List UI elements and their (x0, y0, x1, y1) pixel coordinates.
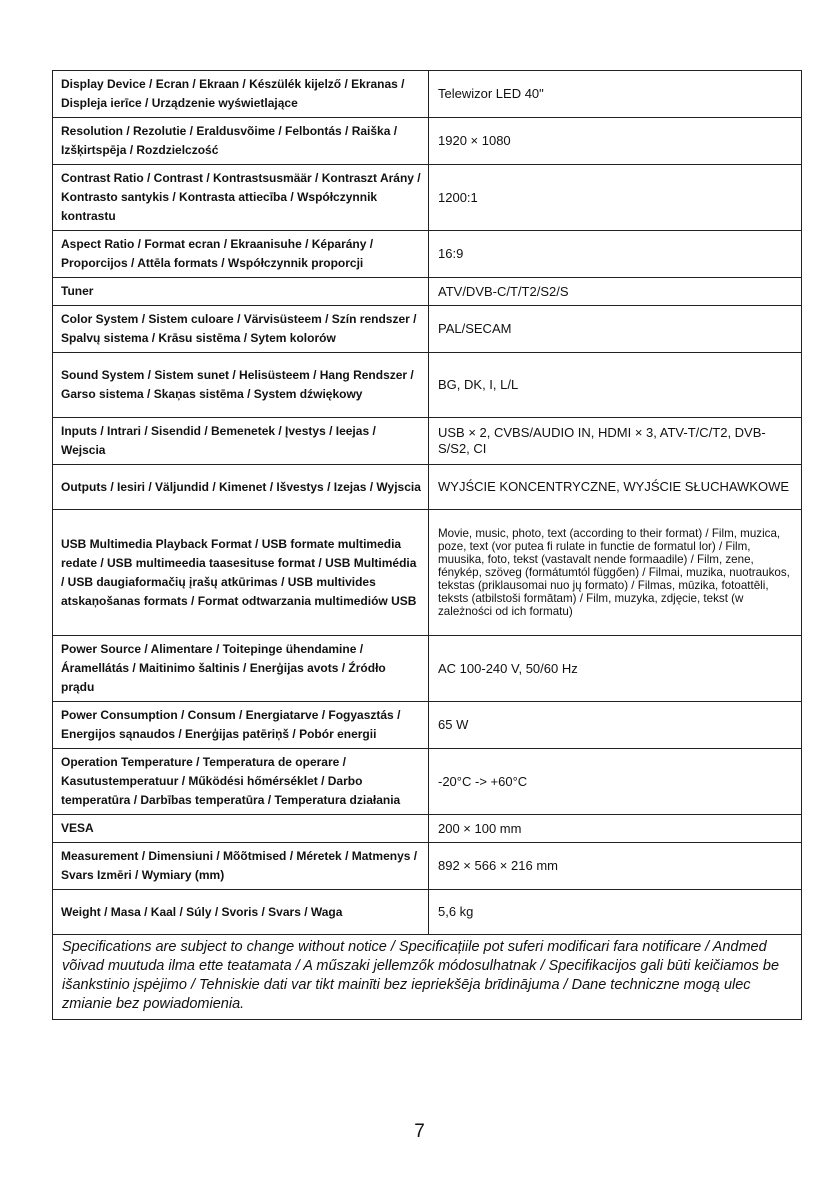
spec-value: 1920 × 1080 (429, 118, 802, 165)
spec-label: Outputs / Iesiri / Väljundid / Kimenet / Išvestys / Izejas / Wyjscia (53, 465, 429, 510)
spec-row-measurement (53, 843, 802, 890)
spec-value: -20°C -> +60°C (429, 749, 802, 815)
spec-value: Telewizor LED 40" (429, 71, 802, 118)
spec-label: Inputs / Intrari / Sisendid / Bemenetek / Įvestys / Ieejas / Wejscia (53, 418, 429, 465)
spec-label: Power Consumption / Consum / Energiatarve / Fogyasztás / Energijos sąnaudos / Enerģijas patēriņš / Pobór energii (53, 702, 429, 749)
spec-label: VESA (53, 815, 429, 843)
spec-row-usb-playback (53, 510, 802, 636)
footnote-row (53, 935, 802, 1020)
spec-label: USB Multimedia Playback Format / USB formate multimedia redate / USB multimeedia taasesituse format / USB Multimédia / USB daugiaformačių įrašų atkūrimas / USB multivides atskaņošanas formats / Format odtwarzania multimediów USB (53, 510, 429, 636)
spec-label: Operation Temperature / Temperatura de operare / Kasutustemperatuur / Működési hőmérséklet / Darbo temperatūra / Darbības temperatūra / Temperatura działania (53, 749, 429, 815)
spec-row-weight (53, 890, 802, 935)
specifications-disclaimer: Specifications are subject to change without notice / Specificațiile pot suferi modificari fara notificare / Andmed võivad muutuda ilma ette teatamata / A műszaki jellemzők módosulhatnak / Specifikacijos gali būti keičiamos be išankstinio įspėjimo / Tehniskie dati var tikt mainīti bez iepriekšēja brīdinājuma / Dane techniczne mogą ulec zmianie bez powiadomienia. (53, 935, 802, 1020)
spec-row-contrast-ratio (53, 165, 802, 231)
spec-row-sound-system (53, 353, 802, 418)
spec-label: Weight / Masa / Kaal / Súly / Svoris / Svars / Waga (53, 890, 429, 935)
spec-row-aspect-ratio (53, 231, 802, 278)
spec-value: Movie, music, photo, text (according to their format) / Film, muzica, poze, text (vor putea fi rulate in functie de formatul lor) / Film, muusika, foto, tekst (vastavalt nende formaadile) / Film, zene, fénykép, szöveg (formátumtól függően) / Filmai, muzika, nuotraukos, tekstas (priklausomai nuo jų formato) / Filmas, mūzika, fotoattēli, teksts (atbilstoši formātam) / Film, muzyka, zdjęcie, tekst (w zależności od ich formatu) (429, 510, 802, 636)
spec-value: USB × 2, CVBS/AUDIO IN, HDMI × 3, ATV-T/C/T2, DVB-S/S2, CI (429, 418, 802, 465)
spec-value: 1200:1 (429, 165, 802, 231)
spec-value: BG, DK, I, L/L (429, 353, 802, 418)
spec-label: Tuner (53, 278, 429, 306)
spec-row-power-consumption (53, 702, 802, 749)
page-number: 7 (414, 1121, 425, 1142)
specifications-table (52, 70, 802, 1020)
spec-row-resolution (53, 118, 802, 165)
spec-row-operation-temperature (53, 749, 802, 815)
spec-value: 892 × 566 × 216 mm (429, 843, 802, 890)
spec-label: Aspect Ratio / Format ecran / Ekraanisuhe / Képarány / Proporcijos / Attēla formats / Współczynnik proporcji (53, 231, 429, 278)
spec-value: 65 W (429, 702, 802, 749)
spec-label: Sound System / Sistem sunet / Helisüsteem / Hang Rendszer / Garso sistema / Skaņas sistēma / System dźwiękowy (53, 353, 429, 418)
spec-label: Measurement / Dimensiuni / Mõõtmised / Méretek / Matmenys / Svars Izmēri / Wymiary (mm) (53, 843, 429, 890)
spec-label: Color System / Sistem culoare / Värvisüsteem / Szín rendszer / Spalvų sistema / Krāsu sistēma / Sytem kolorów (53, 306, 429, 353)
spec-row-outputs (53, 465, 802, 510)
spec-label: Power Source / Alimentare / Toitepinge ühendamine / Áramellátás / Maitinimo šaltinis / Enerģijas avots / Źródło prądu (53, 636, 429, 702)
spec-value: WYJŚCIE KONCENTRYCZNE, WYJŚCIE SŁUCHAWKOWE (429, 465, 802, 510)
spec-value: PAL/SECAM (429, 306, 802, 353)
spec-row-vesa (53, 815, 802, 843)
spec-label: Display Device / Ecran / Ekraan / Készülék kijelző / Ekranas / Displeja ierīce / Urządzenie wyświetlające (53, 71, 429, 118)
spec-row-color-system (53, 306, 802, 353)
spec-value: 16:9 (429, 231, 802, 278)
spec-value: AC 100-240 V, 50/60 Hz (429, 636, 802, 702)
spec-row-tuner (53, 278, 802, 306)
spec-row-inputs (53, 418, 802, 465)
spec-label: Resolution / Rezolutie / Eraldusvõime / Felbontás / Raiška / Izšķirtspēja / Rozdzielczość (53, 118, 429, 165)
spec-value: ATV/DVB-C/T/T2/S2/S (429, 278, 802, 306)
spec-value: 5,6 kg (429, 890, 802, 935)
spec-value: 200 × 100 mm (429, 815, 802, 843)
spec-row-display-device (53, 71, 802, 118)
spec-label: Contrast Ratio / Contrast / Kontrastsusmäär / Kontraszt Arány / Kontrasto santykis / Kontrasta attiecība / Współczynnik kontrastu (53, 165, 429, 231)
spec-row-power-source (53, 636, 802, 702)
